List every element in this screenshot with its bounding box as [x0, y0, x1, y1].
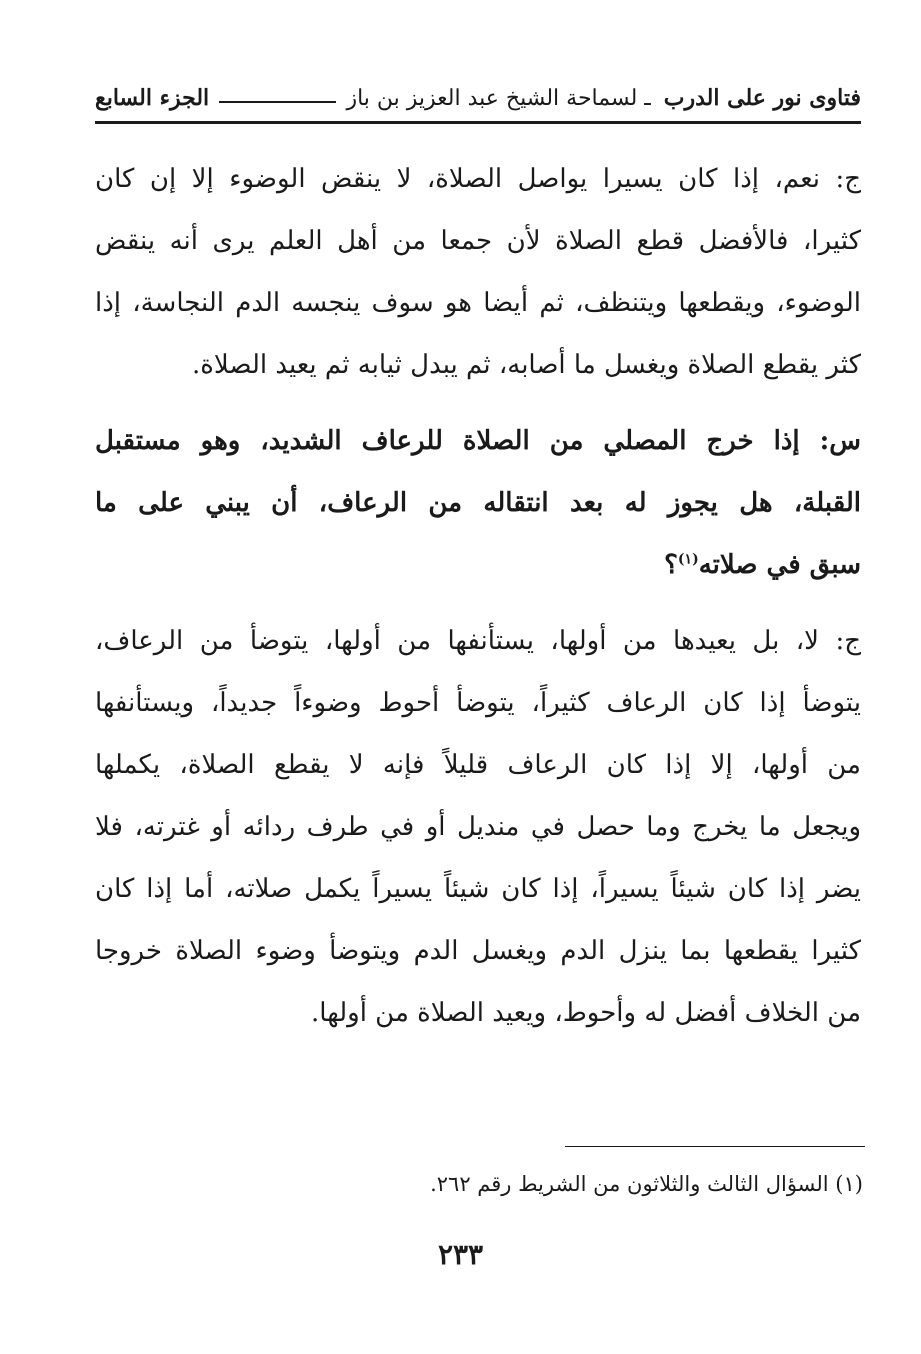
text-line: كثر يقطع الصلاة ويغسل ما أصابه، ثم يبدل ثيابه ثم يعيد الصلاة.: [192, 350, 861, 380]
text-line: كثيرا يقطعها بما ينزل الدم ويغسل الدم ويتوضأ وضوء الصلاة خروجا: [95, 936, 861, 966]
text-line: الوضوء، ويقطعها ويتنظف، ثم أيضا هو سوف ينجسه الدم النجاسة، إذا: [95, 288, 861, 318]
answer-paragraph-1: [95, 148, 861, 396]
header-dash: [219, 101, 336, 103]
text-line: كثيرا، فالأفضل قطع الصلاة لأن جمعا من أهل العلم يرى أنه ينقض: [95, 226, 861, 256]
text-line: من الخلاف أفضل له وأحوط، ويعيد الصلاة من أولها.: [311, 998, 861, 1028]
text-line: القبلة، هل يجوز له بعد انتقاله من الرعاف، أن يبني على ما: [95, 488, 861, 518]
footnote-rule: [565, 1146, 865, 1147]
author-name: ـ لسماحة الشيخ عبد العزيز بن باز: [346, 86, 651, 111]
question-last-text: سبق في صلاته: [698, 550, 861, 580]
page-number: ٢٣٣: [437, 1238, 484, 1271]
text-line: من أولها، إلا إذا كان الرعاف قليلاً فإنه لا يقطع الصلاة، يكملها: [95, 750, 861, 780]
footnote-reference[interactable]: (١): [677, 551, 699, 568]
text-line-last: [95, 534, 861, 596]
question-paragraph: [95, 410, 861, 596]
text-line: ج: لا، بل يعيدها من أولها، يستأنفها من أولها، يتوضأ من الرعاف،: [95, 626, 861, 656]
text-line: س: إذا خرج المصلي من الصلاة للرعاف الشديد، وهو مستقبل: [95, 426, 861, 456]
text-line: ويجعل ما يخرج وما حصل في منديل أو في طرف ردائه أو غترته، فلا: [95, 812, 861, 842]
book-title: فتاوى نور على الدرب: [663, 85, 861, 111]
volume-label: الجزء السابع: [95, 85, 210, 111]
header-book-title: [346, 85, 861, 111]
text-line: يضر إذا كان شيئاً يسيراً، إذا كان شيئاً يسيراً يكمل صلاته، أما إذا كان: [95, 874, 861, 904]
running-header: [95, 78, 861, 118]
header-rule: [95, 121, 861, 124]
question-mark: ؟: [664, 550, 678, 580]
answer-paragraph-2: [95, 610, 861, 1044]
text-line: ج: نعم، إذا كان يسيرا يواصل الصلاة، لا ينقض الوضوء إلا إن كان: [95, 164, 861, 194]
text-line: يتوضأ إذا كان الرعاف كثيراً، يتوضأ أحوط وضوءاً جديداً، ويستأنفها: [95, 688, 861, 718]
footnote: (١) السؤال الثالث والثلاثون من الشريط رقم ٢٦٢.: [430, 1172, 863, 1196]
